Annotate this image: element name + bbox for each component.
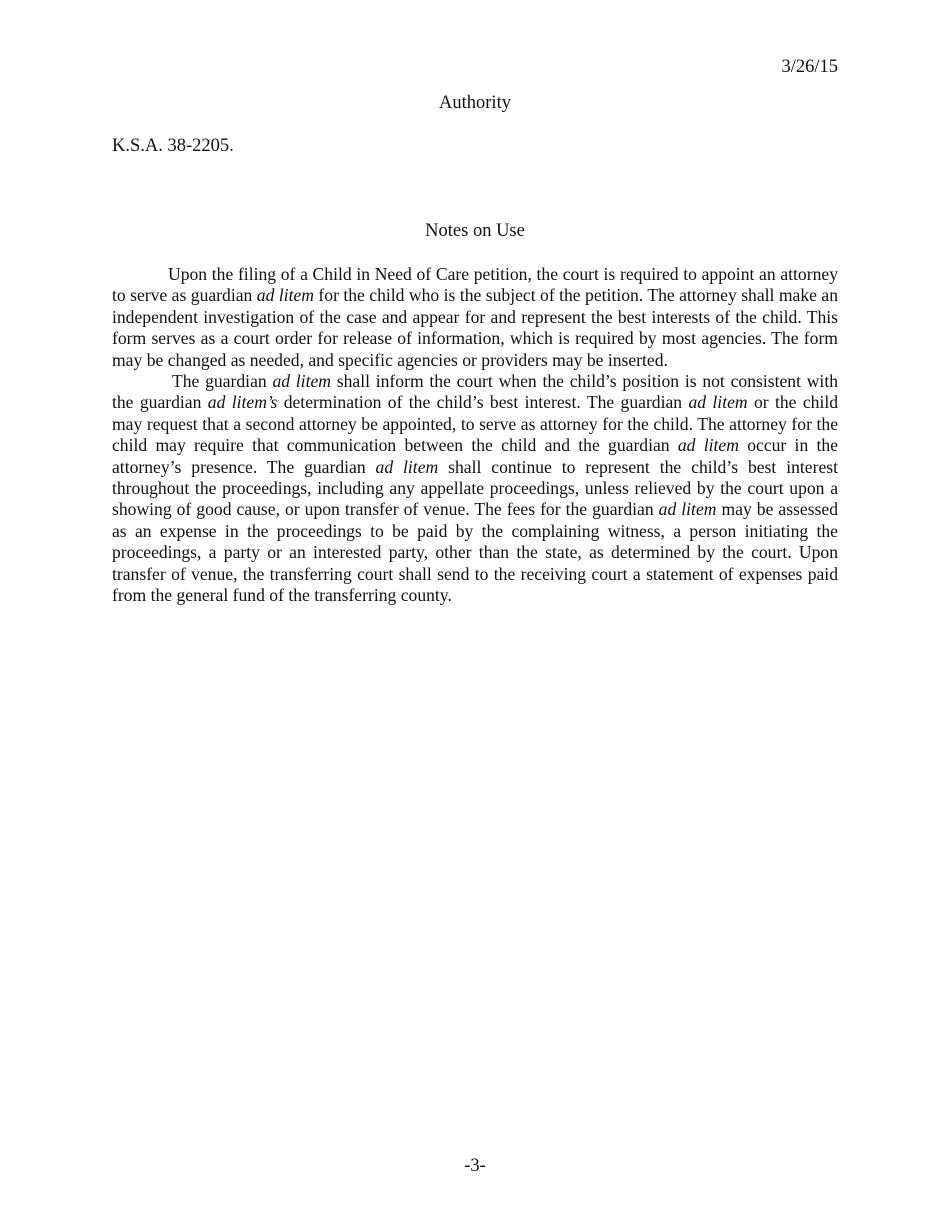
document-date: 3/26/15 [781, 57, 838, 77]
text-run: or the child may request that a second attorney be appointed, to serve as attorney for the child. The attorney for the child may require that communication between the child and the guardian [112, 392, 839, 456]
italic-term: ad litem [256, 285, 314, 306]
notes-paragraph-2 [112, 371, 838, 606]
italic-term: ad litem [375, 456, 439, 477]
notes-on-use-body [112, 264, 838, 607]
text-run: determination of the child’s best interest. The guardian [277, 392, 689, 413]
statute-citation: K.S.A. 38-2205. [112, 136, 234, 156]
notes-paragraph-1 [112, 264, 838, 371]
italic-term: ad litem [658, 499, 717, 520]
text-run: for the child who is the subject of the petition. The attorney shall make an independent investigation of the case and appear for and represent the best interests of the child. This form serves as a court order for release of information, which is required by most agencies. The form may be changed as needed, and specific agencies or providers may be inserted. [112, 285, 838, 370]
page-number: -3- [464, 1156, 486, 1176]
notes-on-use-heading: Notes on Use [425, 221, 525, 241]
italic-term: ad litem [677, 435, 739, 456]
text-run: Upon the filing of a Child in Need of Care petition, the court is required to appoint an attorney to serve as guardian [112, 264, 838, 306]
italic-term: ad litem’s [207, 392, 278, 413]
text-run: shall continue to represent the child’s best interest throughout the proceedings, including any appellate proceedings, unless relieved by the court upon a showing of good cause, or upon transfer of venue. The fees for the guardian [112, 456, 838, 520]
italic-term: ad litem [688, 392, 748, 413]
text-run: The guardian [172, 371, 273, 392]
text-run: may be assessed as an expense in the proceedings to be paid by the complaining witness, a person initiating the proceedings, a party or an interested party, other than the state, as determined by the court. Upon transfer of venue, the transferring court shall send to the receiving court a statement of expenses paid from the general fund of the transferring county. [112, 499, 839, 606]
authority-heading: Authority [439, 93, 511, 113]
text-run: occur in the attorney’s presence. The guardian [112, 435, 839, 477]
text-run: shall inform the court when the child’s position is not consistent with the guardian [112, 371, 838, 413]
italic-term: ad litem [272, 371, 331, 392]
